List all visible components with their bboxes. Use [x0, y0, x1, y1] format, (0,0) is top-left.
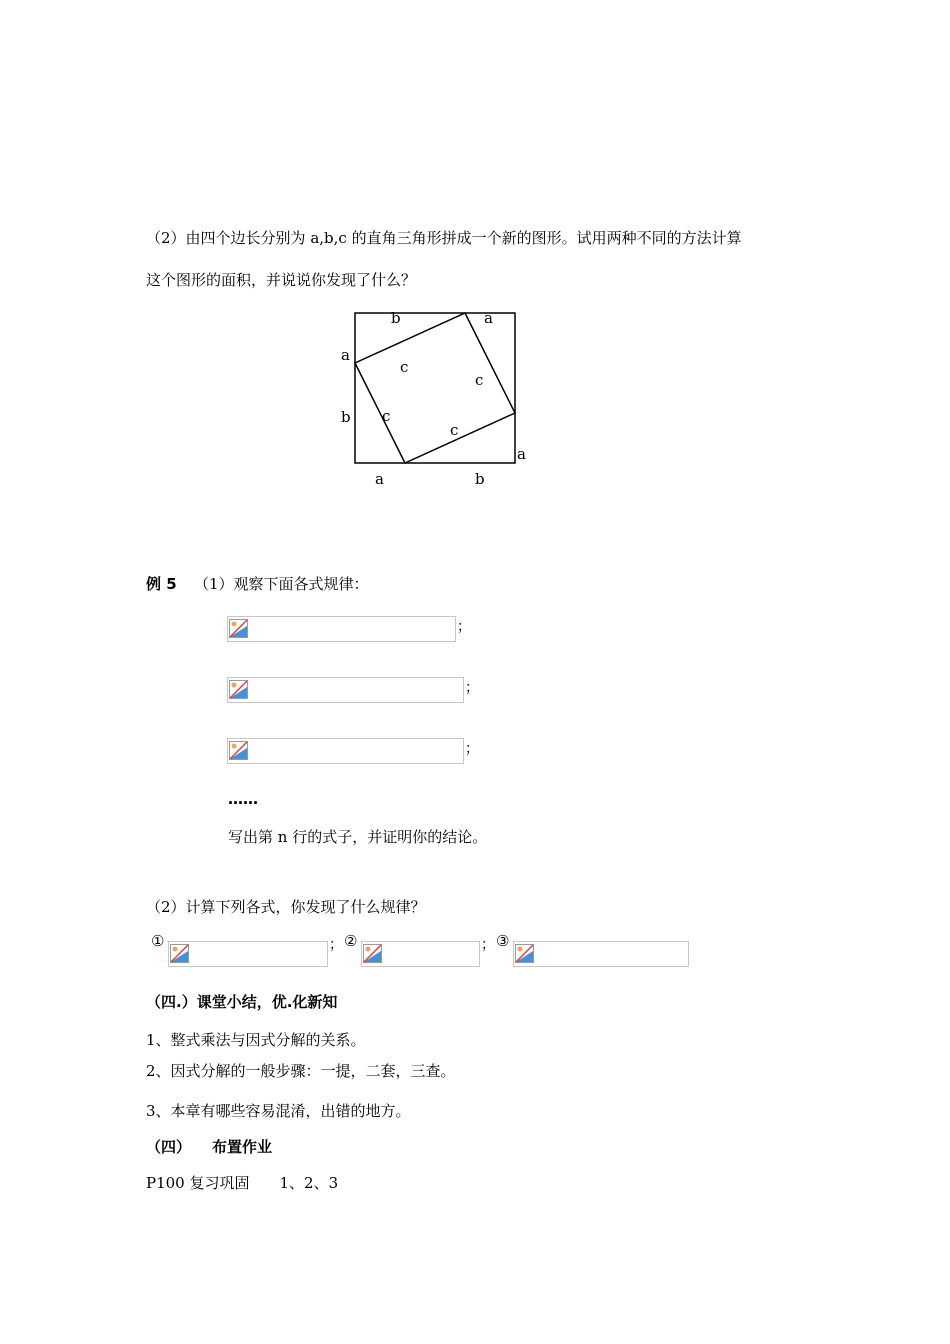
- broken-image-icon: [229, 619, 248, 638]
- ellipsis: ……: [228, 790, 258, 808]
- separator-2: ；: [465, 680, 479, 696]
- circled-number-1: ①: [151, 932, 165, 950]
- example-5-label: 例 5: [146, 575, 177, 593]
- question-2-line-1: （2）由四个边长分别为 a,b,c 的直角三角形拼成一个新的图形。试用两种不同的方法计算: [146, 229, 742, 247]
- broken-image-icon: [229, 680, 248, 699]
- outer-square: [355, 313, 515, 463]
- separator-5: ；: [481, 937, 495, 953]
- label-right-a: a: [517, 445, 526, 463]
- broken-image-icon: [515, 944, 534, 963]
- question-2-line-2: 这个图形的面积，并说说你发现了什么？: [146, 271, 417, 289]
- broken-image-icon: [170, 944, 189, 963]
- example-5-part-2: （2）计算下列各式，你发现了什么规律？: [146, 898, 426, 916]
- summary-heading: （四.）课堂小结，优.化新知: [146, 993, 338, 1011]
- formula-image-6: [513, 941, 689, 967]
- label-c-1: c: [400, 358, 409, 376]
- label-c-2: c: [475, 371, 484, 389]
- label-left-b: b: [341, 408, 351, 426]
- separator-3: ；: [465, 741, 479, 757]
- pythagorean-square-figure: [335, 305, 535, 490]
- broken-image-icon: [229, 741, 248, 760]
- label-bottom-a: a: [375, 470, 384, 488]
- formula-image-3: [227, 738, 464, 764]
- separator-4: ；: [329, 937, 343, 953]
- label-left-a: a: [341, 346, 350, 364]
- homework-heading: 布置作业: [212, 1138, 273, 1156]
- summary-item-2: 2、因式分解的一般步骤：一提，二套，三查。: [146, 1062, 456, 1080]
- broken-image-icon: [363, 944, 382, 963]
- inner-tilted-square: [355, 313, 515, 463]
- example-5-part-1: （1）观察下面各式规律：: [194, 575, 369, 593]
- example-5-instruction: 写出第 n 行的式子，并证明你的结论。: [228, 828, 488, 846]
- label-top-a: a: [484, 309, 493, 327]
- formula-image-1: [227, 616, 456, 642]
- separator-1: ；: [457, 619, 471, 635]
- formula-image-4: [168, 941, 328, 967]
- formula-image-2: [227, 677, 464, 703]
- circled-number-3: ③: [496, 932, 510, 950]
- homework-heading-prefix: （四）: [146, 1138, 192, 1156]
- summary-item-1: 1、整式乘法与因式分解的关系。: [146, 1031, 366, 1049]
- homework-text: P100 复习巩固 1、2、3: [146, 1174, 339, 1192]
- circled-number-2: ②: [344, 932, 358, 950]
- label-bottom-b: b: [475, 470, 485, 488]
- label-c-3: c: [382, 407, 391, 425]
- formula-image-5: [361, 941, 480, 967]
- label-top-b: b: [391, 309, 401, 327]
- summary-item-3: 3、本章有哪些容易混淆，出错的地方。: [146, 1102, 411, 1120]
- label-c-4: c: [450, 421, 459, 439]
